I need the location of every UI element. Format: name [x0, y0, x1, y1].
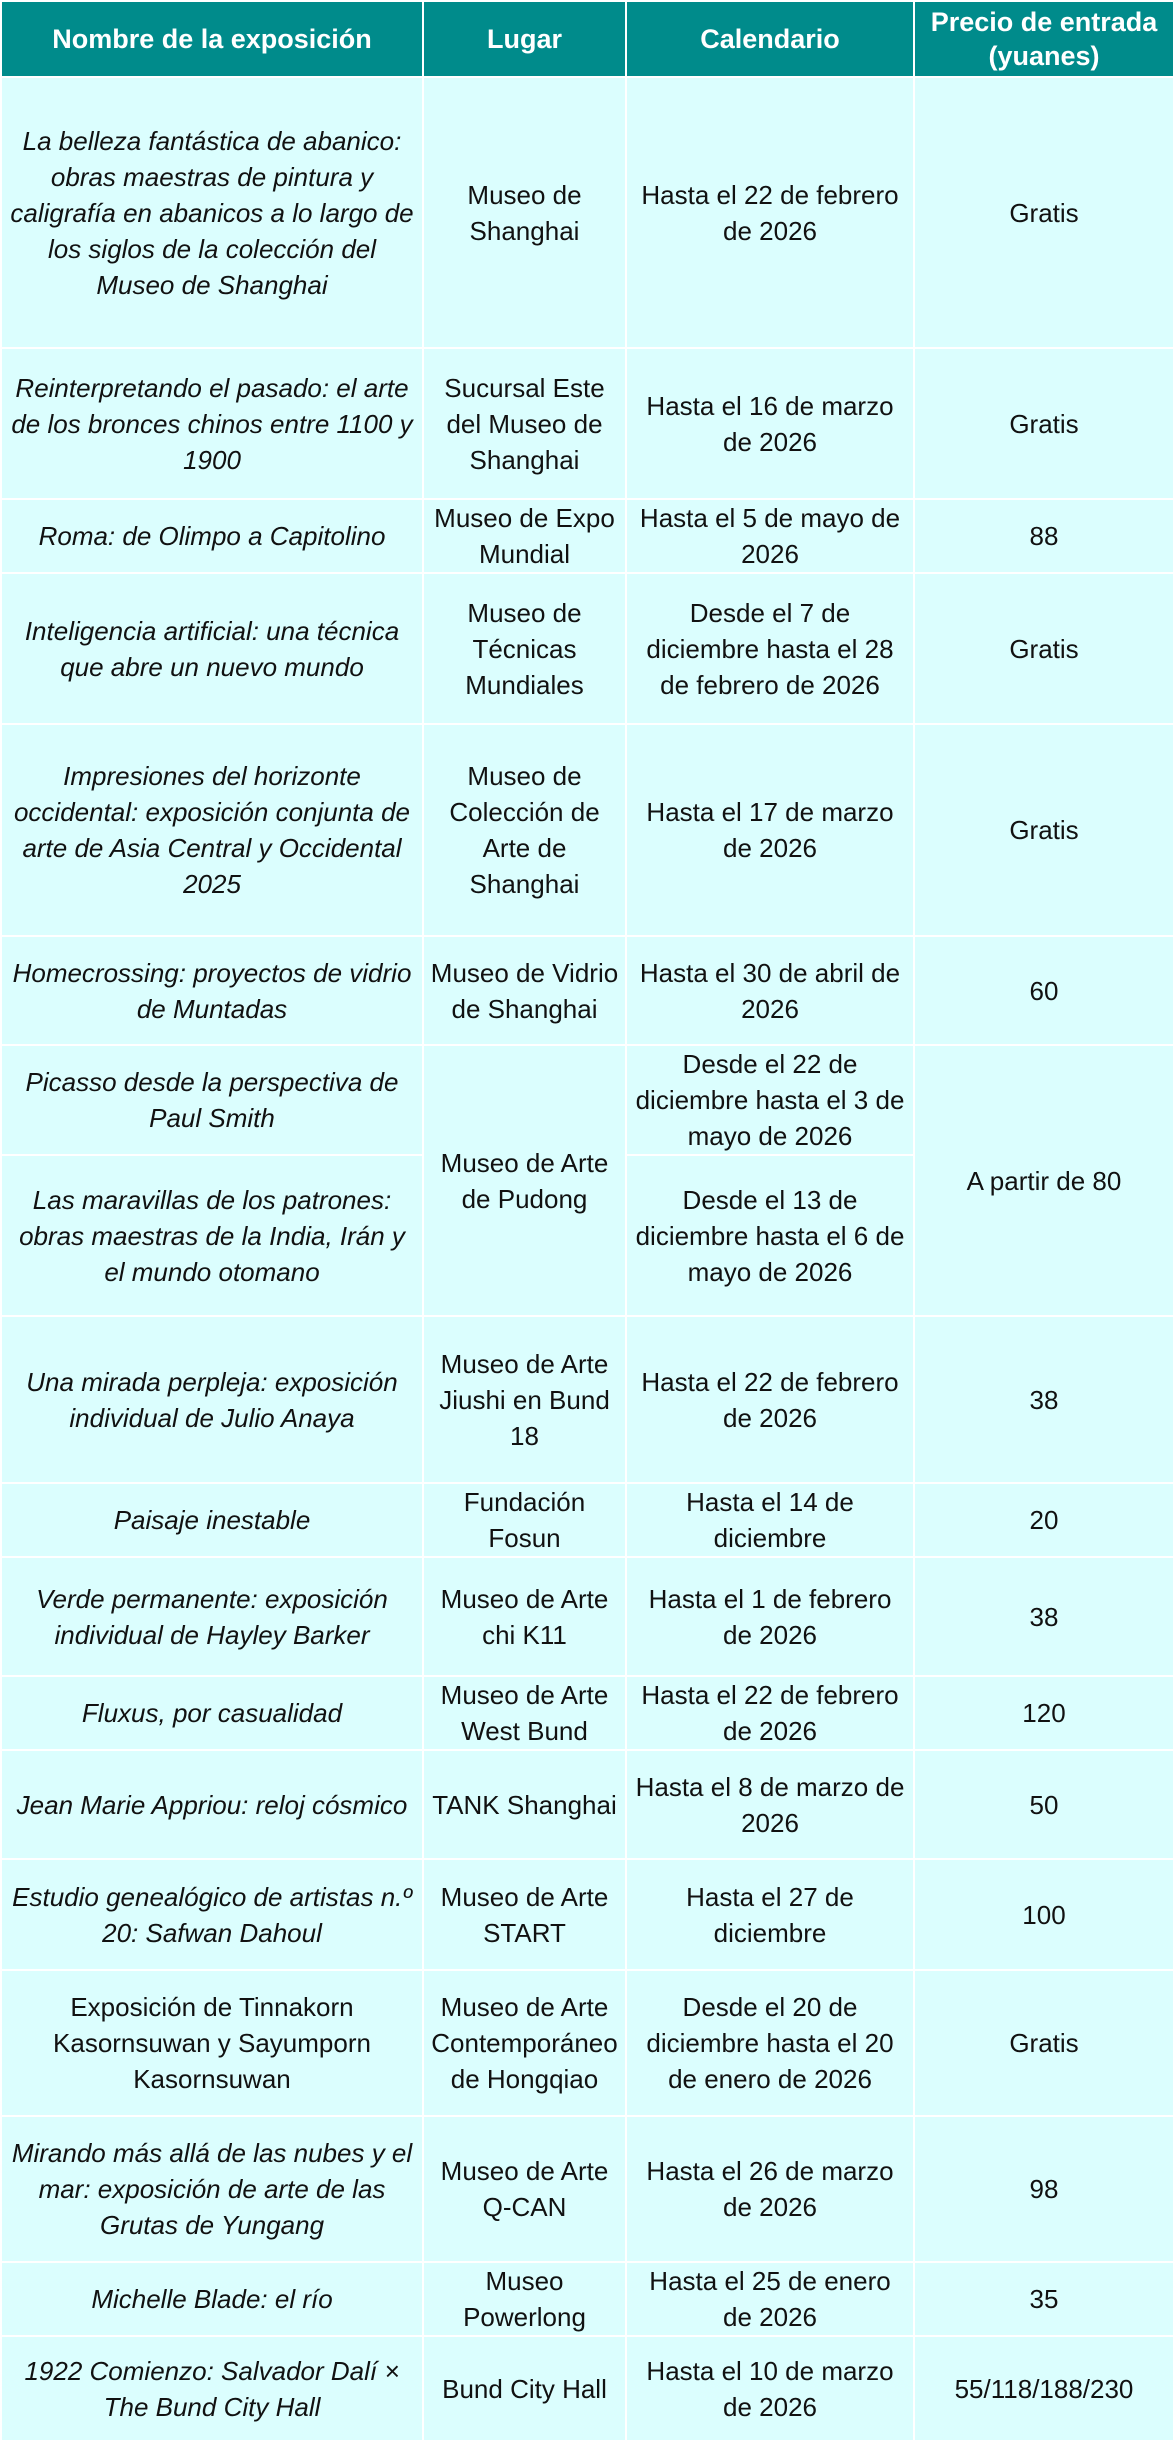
table-row — [1, 1750, 1173, 1859]
exhibition-price: 20 — [914, 1483, 1173, 1557]
table-row — [1, 2262, 1173, 2336]
table-row — [1, 499, 1173, 573]
exhibition-place: TANK Shanghai — [423, 1750, 626, 1859]
table-row — [1, 1676, 1173, 1750]
exhibition-price: A partir de 80 — [914, 1045, 1173, 1316]
header-schedule: Calendario — [626, 1, 914, 77]
table-row — [1, 936, 1173, 1045]
exhibition-price: Gratis — [914, 348, 1173, 499]
exhibition-schedule: Hasta el 22 de febrero de 2026 — [626, 1316, 914, 1483]
exhibition-price: 60 — [914, 936, 1173, 1045]
exhibition-place: Museo de Arte de Pudong — [423, 1045, 626, 1316]
exhibition-name: Picasso desde la perspectiva de Paul Smith — [1, 1045, 423, 1155]
table-row — [1, 348, 1173, 499]
exhibition-price: Gratis — [914, 77, 1173, 348]
table-row — [1, 77, 1173, 348]
exhibition-place: Museo de Arte West Bund — [423, 1676, 626, 1750]
table-row — [1, 2116, 1173, 2262]
exhibition-schedule: Desde el 7 de diciembre hasta el 28 de febrero de 2026 — [626, 573, 914, 724]
exhibition-place: Museo de Arte Jiushi en Bund 18 — [423, 1316, 626, 1483]
exhibition-schedule: Hasta el 8 de marzo de 2026 — [626, 1750, 914, 1859]
exhibition-name: Verde permanente: exposición individual de Hayley Barker — [1, 1557, 423, 1676]
exhibition-schedule: Hasta el 1 de febrero de 2026 — [626, 1557, 914, 1676]
exhibition-schedule: Hasta el 14 de diciembre — [626, 1483, 914, 1557]
exhibition-name: Las maravillas de los patrones: obras maestras de la India, Irán y el mundo otomano — [1, 1155, 423, 1316]
exhibition-place: Museo Powerlong — [423, 2262, 626, 2336]
exhibition-name: Exposición de Tinnakorn Kasornsuwan y Sayumporn Kasornsuwan — [1, 1970, 423, 2116]
exhibition-name: La belleza fantástica de abanico: obras maestras de pintura y caligrafía en abanicos a lo largo de los siglos de la colección del Museo de Shanghai — [1, 77, 423, 348]
exhibition-price: 35 — [914, 2262, 1173, 2336]
exhibition-schedule: Hasta el 25 de enero de 2026 — [626, 2262, 914, 2336]
exhibition-schedule: Desde el 13 de diciembre hasta el 6 de mayo de 2026 — [626, 1155, 914, 1316]
exhibition-name: Michelle Blade: el río — [1, 2262, 423, 2336]
exhibition-price: 50 — [914, 1750, 1173, 1859]
exhibition-place: Museo de Arte Contemporáneo de Hongqiao — [423, 1970, 626, 2116]
header-price: Precio de entrada (yuanes) — [914, 1, 1173, 77]
exhibition-schedule: Desde el 22 de diciembre hasta el 3 de mayo de 2026 — [626, 1045, 914, 1155]
exhibition-schedule: Hasta el 22 de febrero de 2026 — [626, 1676, 914, 1750]
header-row — [1, 1, 1173, 77]
exhibition-place: Bund City Hall — [423, 2336, 626, 2441]
exhibition-price: 100 — [914, 1859, 1173, 1970]
exhibition-place: Museo de Técnicas Mundiales — [423, 573, 626, 724]
exhibition-schedule: Hasta el 17 de marzo de 2026 — [626, 724, 914, 936]
exhibition-name: Estudio genealógico de artistas n.º 20: Safwan Dahoul — [1, 1859, 423, 1970]
exhibition-name: Impresiones del horizonte occidental: exposición conjunta de arte de Asia Central y Occidental 2025 — [1, 724, 423, 936]
table-row — [1, 1970, 1173, 2116]
exhibition-schedule: Hasta el 5 de mayo de 2026 — [626, 499, 914, 573]
exhibition-price: 120 — [914, 1676, 1173, 1750]
exhibition-name: Homecrossing: proyectos de vidrio de Muntadas — [1, 936, 423, 1045]
exhibition-name: Jean Marie Appriou: reloj cósmico — [1, 1750, 423, 1859]
exhibition-place: Museo de Expo Mundial — [423, 499, 626, 573]
header-place: Lugar — [423, 1, 626, 77]
exhibition-schedule: Hasta el 22 de febrero de 2026 — [626, 77, 914, 348]
exhibition-name: Fluxus, por casualidad — [1, 1676, 423, 1750]
exhibition-price: Gratis — [914, 1970, 1173, 2116]
exhibition-price: Gratis — [914, 724, 1173, 936]
exhibition-place: Museo de Arte chi K11 — [423, 1557, 626, 1676]
exhibition-schedule: Hasta el 30 de abril de 2026 — [626, 936, 914, 1045]
table-row — [1, 1483, 1173, 1557]
exhibition-name: Inteligencia artificial: una técnica que abre un nuevo mundo — [1, 573, 423, 724]
exhibition-price: Gratis — [914, 573, 1173, 724]
exhibition-place: Museo de Shanghai — [423, 77, 626, 348]
exhibition-name: Reinterpretando el pasado: el arte de los bronces chinos entre 1100 y 1900 — [1, 348, 423, 499]
exhibition-place: Museo de Arte Q-CAN — [423, 2116, 626, 2262]
exhibition-name: Una mirada perpleja: exposición individual de Julio Anaya — [1, 1316, 423, 1483]
table-row — [1, 573, 1173, 724]
exhibition-name: Paisaje inestable — [1, 1483, 423, 1557]
table-row — [1, 1316, 1173, 1483]
exhibition-place: Museo de Vidrio de Shanghai — [423, 936, 626, 1045]
exhibition-price: 38 — [914, 1316, 1173, 1483]
table-row — [1, 724, 1173, 936]
exhibition-schedule: Hasta el 10 de marzo de 2026 — [626, 2336, 914, 2441]
exhibition-name: Mirando más allá de las nubes y el mar: exposición de arte de las Grutas de Yungang — [1, 2116, 423, 2262]
table-row — [1, 1045, 1173, 1155]
exhibition-price: 38 — [914, 1557, 1173, 1676]
exhibition-name: 1922 Comienzo: Salvador Dalí × The Bund City Hall — [1, 2336, 423, 2441]
table-row — [1, 1557, 1173, 1676]
exhibition-schedule: Desde el 20 de diciembre hasta el 20 de enero de 2026 — [626, 1970, 914, 2116]
exhibition-name: Roma: de Olimpo a Capitolino — [1, 499, 423, 573]
table-row — [1, 1859, 1173, 1970]
exhibition-place: Fundación Fosun — [423, 1483, 626, 1557]
exhibition-place: Museo de Colección de Arte de Shanghai — [423, 724, 626, 936]
exhibition-place: Sucursal Este del Museo de Shanghai — [423, 348, 626, 499]
table-row — [1, 2336, 1173, 2441]
exhibition-price: 88 — [914, 499, 1173, 573]
exhibition-schedule: Hasta el 16 de marzo de 2026 — [626, 348, 914, 499]
exhibition-schedule: Hasta el 27 de diciembre — [626, 1859, 914, 1970]
exhibition-place: Museo de Arte START — [423, 1859, 626, 1970]
exhibition-schedule: Hasta el 26 de marzo de 2026 — [626, 2116, 914, 2262]
exhibition-price: 98 — [914, 2116, 1173, 2262]
exhibition-price: 55/118/188/230 — [914, 2336, 1173, 2441]
header-name: Nombre de la exposición — [1, 1, 423, 77]
